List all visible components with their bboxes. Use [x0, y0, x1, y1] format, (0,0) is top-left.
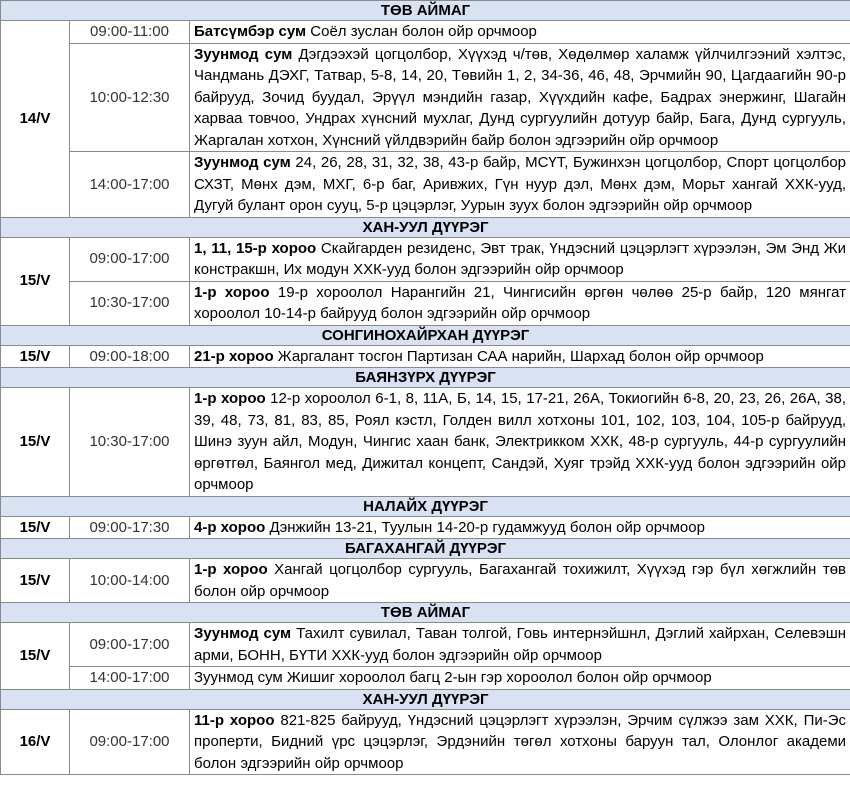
description-cell: [190, 281, 850, 325]
section-header-row: [1, 1, 850, 21]
table-row: [1, 559, 850, 603]
date-cell: 15/V: [1, 516, 70, 539]
section-header-row: [1, 689, 850, 709]
description-cell: [190, 152, 850, 218]
location-list: Тахилт сувилал, Таван толгой, Говь интернэйшнл, Дэглий хайрхан, Селевэшн арми, БОНН, БҮТИ ХХК-ууд болон эдгээрийн ойр орчмоор: [194, 625, 847, 664]
table-row: [1, 623, 850, 667]
description-cell: [190, 516, 850, 539]
section-header-row: [1, 539, 850, 559]
location-list: Зуунмод сум Жишиг хороолол багц 2-ын гэр хороолол болон ойр орчмоор: [194, 669, 712, 686]
description-cell: [190, 43, 850, 152]
area-name: 1, 11, 15-р хороо: [194, 239, 317, 257]
location-list: 19-р хороолол Нарангийн 21, Чингисийн өргөн чөлөө 25-р байр, 120 мянгат хороолол 10-14-р байрууд болон эдгээрийн ойр орчмоор: [194, 283, 847, 322]
table-row: [1, 21, 850, 44]
description-cell: [190, 623, 850, 667]
area-name: Батсүмбэр сум: [194, 23, 307, 40]
time-cell: 09:00-18:00: [70, 345, 190, 368]
table-row: [1, 237, 850, 281]
time-cell: 09:00-17:00: [70, 237, 190, 281]
time-cell: 10:30-17:00: [70, 388, 190, 497]
description-cell: [190, 237, 850, 281]
description-cell: [190, 21, 850, 44]
area-name: 1-р хороо: [194, 283, 270, 301]
date-cell: 15/V: [1, 623, 70, 690]
section-title: ТӨВ АЙМАГ: [1, 1, 850, 21]
area-name: 11-р хороо: [194, 711, 275, 729]
time-cell: 09:00-11:00: [70, 21, 190, 44]
section-title: ХАН-УУЛ ДҮҮРЭГ: [1, 217, 850, 237]
date-cell: 15/V: [1, 345, 70, 368]
section-title: СОНГИНОХАЙРХАН ДҮҮРЭГ: [1, 325, 850, 345]
location-list: 24, 26, 28, 31, 32, 38, 43-р байр, МСҮТ, Бужинхэн цогцолбор, Спорт цогцолбор СХЗТ, Мөнх дэм, МХГ, 6-р баг, Аривжих, Гүн нуур дэл, Мөнх дэм, Морьт хангай ХХК-ууд, Дугуй булант орон сууц, 5-р цэцэрлэг, Уурын зуух болон эдгээрийн ойр орчмоор: [194, 154, 847, 214]
time-cell: 10:00-14:00: [70, 559, 190, 603]
table-row: [1, 345, 850, 368]
date-cell: 15/V: [1, 388, 70, 497]
date-cell: 14/V: [1, 21, 70, 218]
area-name: Зуунмод сум: [194, 625, 292, 642]
location-list: 821-825 байрууд, Үндэсний цэцэрлэгт хүрээлэн, Эрчим сүлжээ зам ХХК, Пи-Эс проперти, Бидний үрс цэцэрлэг, Эрдэнийн төгөл хотхоны баруун тал, Олонлог академи болон эдгээрийн ойр орчмоор: [194, 711, 847, 772]
section-title: НАЛАЙХ ДҮҮРЭГ: [1, 496, 850, 516]
time-cell: 14:00-17:00: [70, 667, 190, 690]
section-title: ХАН-УУЛ ДҮҮРЭГ: [1, 689, 850, 709]
schedule-body: [1, 1, 850, 775]
time-cell: 09:00-17:00: [70, 623, 190, 667]
section-header-row: [1, 496, 850, 516]
description-cell: [190, 709, 850, 775]
location-list: Скайгарден резиденс, Эвт трак, Үндэсний цэцэрлэгт хүрээлэн, Эм Энд Жи констракшн, Их модун ХХК-ууд болон эдгээрийн ойр орчмоор: [194, 239, 847, 278]
section-header-row: [1, 603, 850, 623]
location-list: Дэнжийн 13-21, Туулын 14-20-р гудамжууд болон ойр орчмоор: [265, 518, 705, 536]
area-name: Зуунмод сум: [194, 154, 291, 171]
location-list: Соёл зуслан болон ойр орчмоор: [306, 23, 537, 40]
time-cell: 09:00-17:30: [70, 516, 190, 539]
table-row: [1, 152, 850, 218]
table-row: [1, 709, 850, 775]
location-list: Жаргалант тосгон Партизан САА нарийн, Шархад болон ойр орчмоор: [273, 347, 764, 365]
description-cell: [190, 559, 850, 603]
description-cell: [190, 667, 850, 690]
area-name: 21-р хороо: [194, 347, 274, 365]
table-row: [1, 281, 850, 325]
section-header-row: [1, 217, 850, 237]
section-header-row: [1, 368, 850, 388]
table-row: [1, 516, 850, 539]
section-title: БАЯНЗҮРХ ДҮҮРЭГ: [1, 368, 850, 388]
location-list: Дэгдээхэй цогцолбор, Хүүхэд ч/төв, Хөдөлмөр халамж үйлчилгээний хэлтэс, Чандмань ДЭХГ, Татвар, 5-8, 14, 20, Төвийн 1, 2, 34-36, 46, 48, Эрчмийн 90, Цагдаагийн 90-р байрууд, Зочид буудал, Эрүүл мэндийн газар, Хүүхдийн кафе, Бадрах энержинг, Шагайн харваа товчоо, Ундрах хүнсний мухлаг, Дунд сургуулийн дотуур байр, Бага, Дунд сургууль, Жаргалан хотхон, Хүнсний үйлдвэрийн байр болон эдгээрийн ойр орчмоор: [194, 45, 847, 149]
table-row: [1, 43, 850, 152]
date-cell: 15/V: [1, 559, 70, 603]
area-name: 1-р хороо: [194, 390, 266, 407]
section-title: ТӨВ АЙМАГ: [1, 603, 850, 623]
location-list: 12-р хороолол 6-1, 8, 11А, Б, 14, 15, 17-21, 26А, Токиогийн 6-8, 20, 23, 26, 26А, 38, 39, 48, 73, 81, 83, 85, Роял кэстл, Голден вилл хотхоны 101, 102, 103, 104, 105-р байрууд, Шинэ зуун айл, Модун, Чингис хаан банк, Электрикком ХХК, 48-р сургууль, 44-р сургуулийн өргөтгөл, Баянгол мед, Дижитал концепт, Сандэй, Хуяг трэйд ХХК-ууд болон эдгээрийн ойр орчмоор: [194, 390, 847, 493]
time-cell: 09:00-17:00: [70, 709, 190, 775]
table-row: [1, 388, 850, 497]
time-cell: 10:30-17:00: [70, 281, 190, 325]
date-cell: 16/V: [1, 709, 70, 775]
time-cell: 14:00-17:00: [70, 152, 190, 218]
time-cell: 10:00-12:30: [70, 43, 190, 152]
area-name: 1-р хороо: [194, 561, 268, 578]
date-cell: 15/V: [1, 237, 70, 325]
table-row: [1, 667, 850, 690]
description-cell: [190, 388, 850, 497]
location-list: Хангай цогцолбор сургууль, Багахангай тохижилт, Хүүхэд гэр бүл хөгжлийн төв болон ойр орчмоор: [194, 561, 847, 600]
area-name: Зуунмод сум: [194, 45, 293, 63]
description-cell: [190, 345, 850, 368]
area-name: 4-р хороо: [194, 518, 266, 536]
section-title: БАГАХАНГАЙ ДҮҮРЭГ: [1, 539, 850, 559]
section-header-row: [1, 325, 850, 345]
